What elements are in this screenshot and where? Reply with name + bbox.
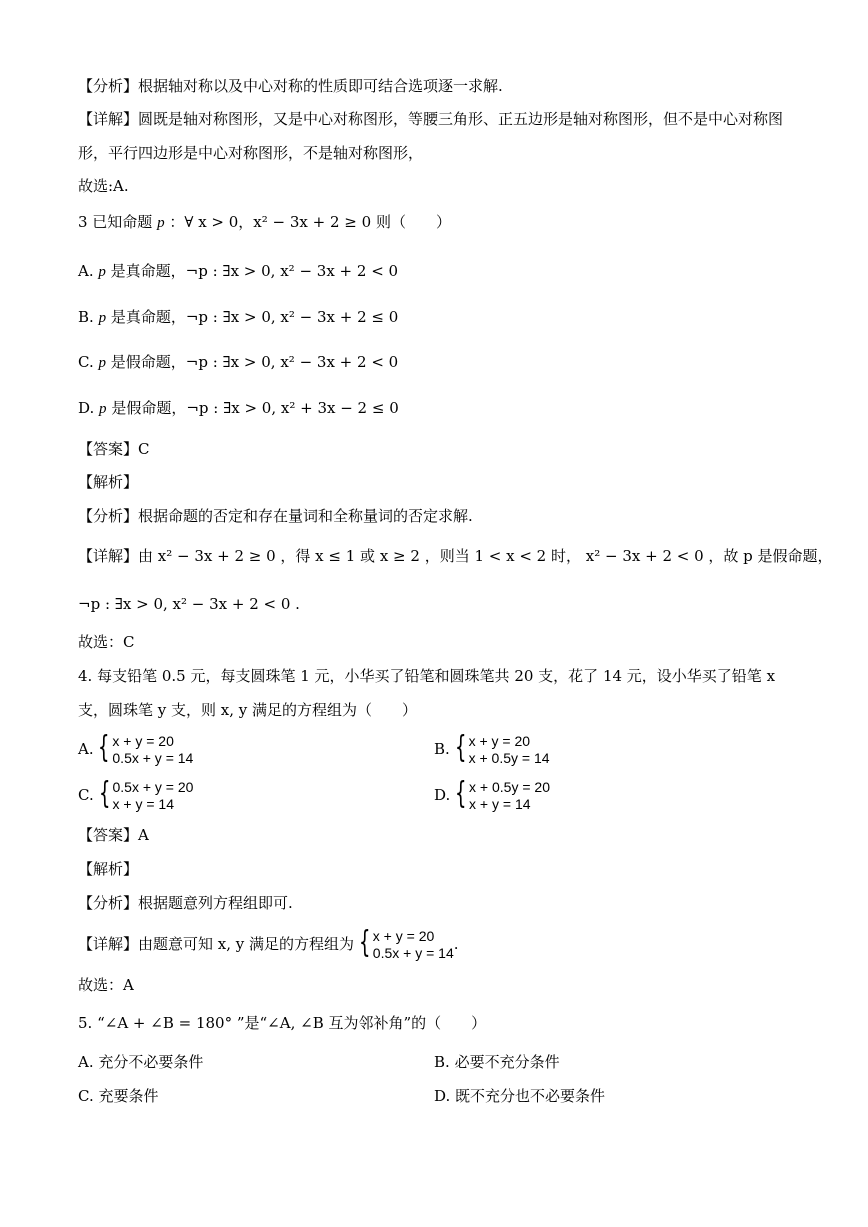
brace-icon: {: [358, 925, 371, 960]
prev-choice: 故选:A.: [78, 177, 129, 195]
option-label: D.: [434, 786, 451, 804]
equation-system: [455, 776, 550, 813]
option-label: C.: [78, 353, 94, 371]
equation-system: [98, 730, 194, 767]
option-text: 是假命题，¬p : ∃x > 0, x² + 3x − 2 ≤ 0: [111, 399, 399, 417]
equation-system: [98, 776, 194, 813]
option-text: 是假命题，¬p : ∃x > 0, x² − 3x + 2 < 0: [110, 353, 399, 371]
q3-stem-number: 3 已知命题: [78, 213, 153, 231]
p-symbol: p: [98, 310, 107, 326]
q4-option-c: [78, 776, 194, 813]
option-label: C.: [78, 1087, 94, 1105]
q5-option-d: [434, 1086, 605, 1106]
prev-analysis: 【分析】根据轴对称以及中心对称的性质即可结合选项逐一求解.: [78, 77, 503, 95]
q3-option-b: [78, 307, 398, 328]
q3-analysis: 【分析】根据命题的否定和存在量词和全称量词的否定求解.: [78, 507, 473, 525]
q4-option-b: [434, 730, 550, 767]
equation: x + y = 20: [112, 733, 174, 749]
equation-system: [358, 925, 454, 962]
q3-option-c: [78, 352, 398, 373]
option-text: 充要条件: [98, 1087, 159, 1105]
q3-analysis-heading: 【解析】: [78, 473, 139, 491]
p-symbol: p: [98, 355, 106, 371]
equation-system: [454, 730, 550, 767]
equation: x + y = 14: [112, 796, 174, 812]
option-text: 是真命题，¬p : ∃x > 0, x² − 3x + 2 < 0: [110, 262, 399, 280]
option-label: D.: [434, 1087, 451, 1105]
q3-choice: 故选：C: [78, 633, 135, 651]
q4-choice: 故选：A: [78, 976, 134, 994]
q3-p-symbol: p: [157, 215, 165, 231]
option-label: A.: [78, 1053, 94, 1071]
q3-answer: 【答案】C: [78, 440, 150, 458]
option-label: B.: [78, 308, 94, 326]
question-4-stem-line2: 支，圆珠笔 y 支，则 x, y 满足的方程组为（ ）: [78, 701, 418, 719]
option-label: A.: [78, 262, 94, 280]
q4-option-d: [434, 776, 550, 813]
equation: x + 0.5y = 14: [468, 750, 550, 766]
q5-option-c: [78, 1086, 159, 1106]
question-3-stem: [78, 212, 451, 233]
equation: x + y = 20: [372, 928, 435, 944]
brace-icon: {: [98, 730, 110, 765]
equation: 0.5x + y = 14: [372, 945, 454, 961]
brace-icon: {: [98, 776, 110, 811]
q3-stem-text: ：∀ x > 0，x² − 3x + 2 ≥ 0 则（ ）: [169, 213, 451, 231]
option-label: C.: [78, 786, 94, 804]
detail-text: 【详解】由题意可知 x, y 满足的方程组为: [78, 935, 355, 953]
equation: x + y = 20: [468, 733, 531, 749]
q4-analysis-heading: 【解析】: [78, 860, 139, 878]
prev-detail: 【详解】圆既是轴对称图形，又是中心对称图形，等腰三角形、正五边形是轴对称图形，但不是中心对称图形，平行四边形是中心对称图形，不是轴对称图形，: [78, 110, 784, 162]
brace-icon: {: [454, 730, 467, 765]
q4-analysis: 【分析】根据题意列方程组即可.: [78, 894, 293, 912]
q5-option-b: [434, 1052, 560, 1072]
p-symbol: p: [99, 401, 107, 417]
equation: 0.5x + y = 14: [112, 750, 194, 766]
option-text: 是真命题，¬p : ∃x > 0, x² − 3x + 2 ≤ 0: [110, 308, 399, 326]
question-5-stem: 5. “∠A + ∠B = 180° ”是“∠A, ∠B 互为邻补角”的（ ）: [78, 1014, 487, 1032]
option-label: A.: [78, 740, 94, 758]
equation: 0.5x + y = 20: [112, 779, 194, 795]
equation: x + y = 14: [469, 796, 531, 812]
option-text: 必要不充分条件: [454, 1053, 560, 1071]
q4-detail: 【详解】由题意可知 x, y 满足的方程组为 { x + y = 20 0.5x + y = 14 .: [78, 925, 459, 961]
q4-option-a: [78, 730, 194, 767]
option-text: 既不充分也不必要条件: [455, 1087, 606, 1105]
p-symbol: p: [98, 264, 106, 280]
q3-option-d: [78, 398, 399, 419]
equation: x + 0.5y = 20: [469, 779, 550, 795]
q3-option-a: [78, 261, 398, 282]
option-text: 充分不必要条件: [98, 1053, 204, 1071]
option-label: B.: [434, 740, 450, 758]
brace-icon: {: [455, 776, 467, 811]
option-label: B.: [434, 1053, 450, 1071]
q3-detail-line1: 【详解】由 x² − 3x + 2 ≥ 0 ，得 x ≤ 1 或 x ≥ 2 ，则当 1 < x < 2 时， x² − 3x + 2 < 0 ，故 p 是假命题，: [78, 547, 833, 565]
q4-answer: 【答案】A: [78, 826, 149, 844]
question-4-stem-line1: 4. 每支铅笔 0.5 元，每支圆珠笔 1 元，小华买了铅笔和圆珠笔共 20 支，花了 14 元，设小华买了铅笔 x: [78, 667, 776, 685]
q3-detail-line2: ¬p : ∃x > 0, x² − 3x + 2 < 0 .: [78, 595, 300, 613]
q5-option-a: [78, 1052, 203, 1072]
option-label: D.: [78, 399, 95, 417]
